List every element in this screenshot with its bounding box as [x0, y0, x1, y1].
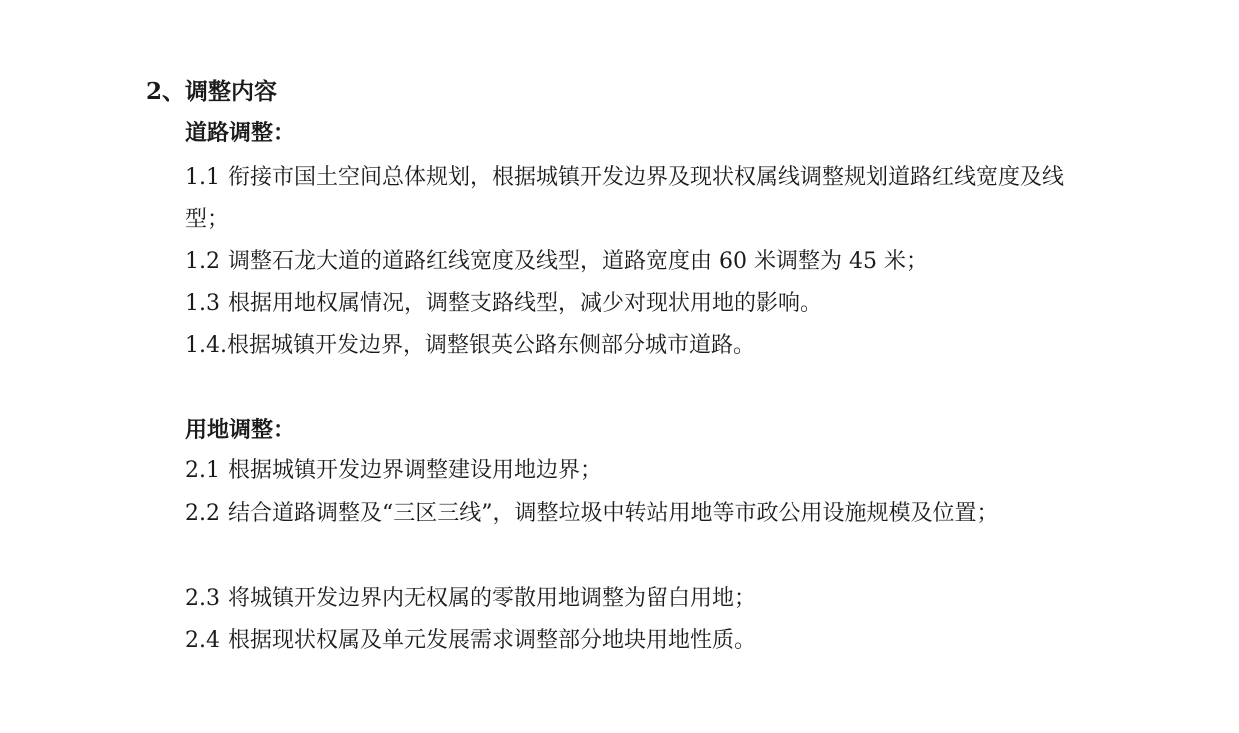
item-text: 根据用地权属情况，调整支路线型，减少对现状用地的影响。	[228, 291, 823, 316]
section-title: 2、调整内容	[146, 78, 278, 105]
item-text: 结合道路调整及“三区三线”，调整垃圾中转站用地等市政公用设施规模及位置；	[228, 501, 999, 526]
list-item	[185, 283, 1065, 325]
list-item	[185, 450, 1065, 492]
list-item	[185, 493, 1065, 535]
item-number: 2.1	[185, 458, 220, 483]
land-adjustment-heading: 用地调整：	[185, 417, 296, 443]
item-text: 根据城镇开发边界，调整银英公路东侧部分城市道路。	[226, 333, 755, 358]
item-text: 将城镇开发边界内无权属的零散用地调整为留白用地；	[228, 586, 757, 611]
item-text: 衔接市国土空间总体规划，根据城镇开发边界及现状权属线调整规划道路红线宽度及线型；	[185, 165, 1065, 232]
list-item	[185, 620, 1065, 662]
list-item	[185, 578, 1065, 620]
item-number: 1.2	[185, 249, 220, 274]
item-number: 2.3	[185, 586, 220, 611]
item-text: 根据现状权属及单元发展需求调整部分地块用地性质。	[228, 628, 757, 653]
list-item	[185, 157, 1065, 241]
item-text: 调整石龙大道的道路红线宽度及线型，道路宽度由 60 米调整为 45 米；	[228, 249, 928, 274]
road-adjustment-heading: 道路调整：	[185, 120, 296, 146]
item-number: 1.1	[185, 165, 220, 190]
item-number: 2.2	[185, 501, 220, 526]
item-text: 根据城镇开发边界调整建设用地边界；	[228, 458, 603, 483]
item-number: 1.3	[185, 291, 220, 316]
list-item	[185, 325, 1065, 367]
item-number: 2.4	[185, 628, 220, 653]
list-item	[185, 241, 1065, 283]
item-number: 1.4.	[185, 333, 227, 358]
